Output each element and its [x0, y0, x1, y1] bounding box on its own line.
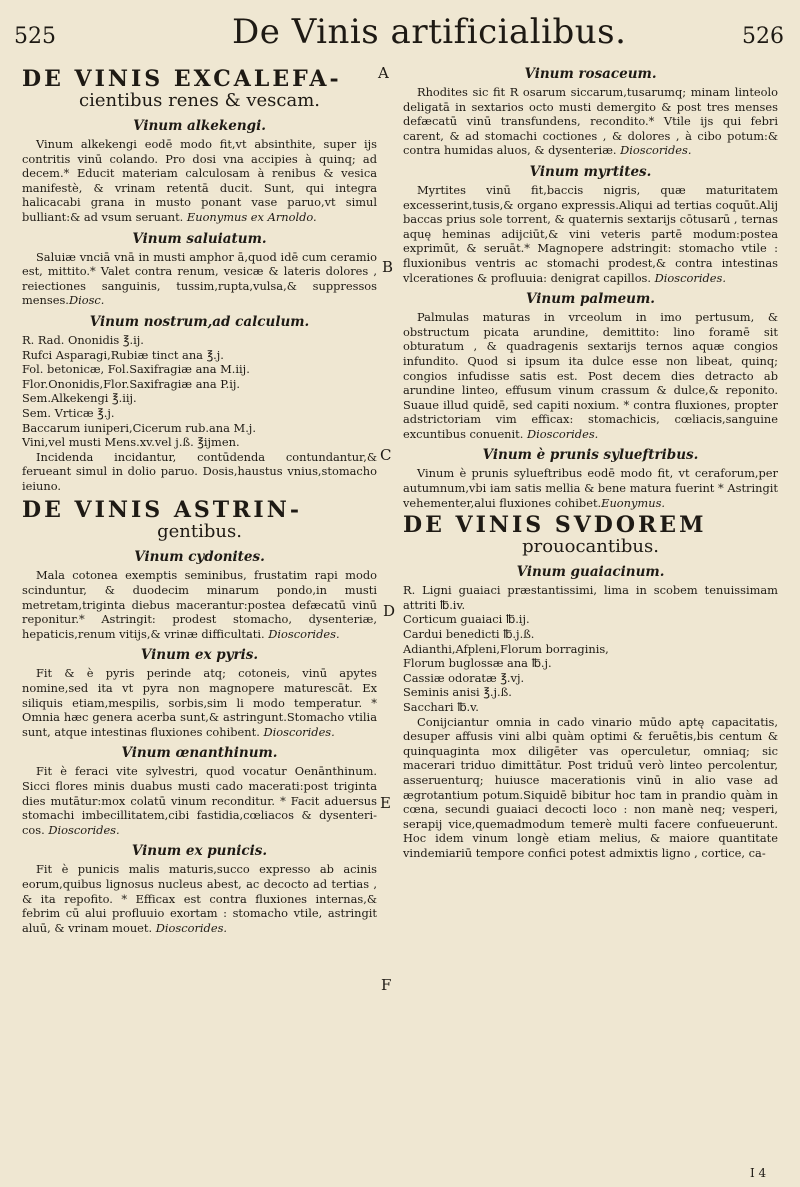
prescription-line: R. Rad. Ononidis ℥.ij.	[22, 332, 144, 347]
prescription-line: Sem.Alkekengi ℥.iij.	[22, 391, 137, 406]
recipe-text-rosaceum: Rhodites sic fit R osarum siccarum,tusarumq; minam linteolo deligatā in sextarios octo musti demergito & post tres menses defæcatū vinū transfundens, recondito.* Vtile ijs qui febri carent, & ad stomachi coctiones , & dolores , à cibo potum:& contra humidas aluos, & dysenteriæ. Dioscorides.	[403, 85, 778, 158]
recipe-title-myrtites: Vinum myrtites.	[529, 163, 652, 180]
recipe-text-saluiatum: Saluiæ vnciā vnā in musti amphor ā,quod idē cum ceramio est, mittito.* Valet contra renum, vesicæ & lateris dolores , reiectiones sanguinis, tussim,rupta,vulsa,& suppressos menses.Diosc.	[22, 249, 377, 308]
recipe-title-palmeum: Vinum palmeum.	[526, 291, 655, 308]
recipe-text-alkekengi: Vinum alkekengi eodē modo fit,vt absinthite, super ijs contritis vinū colando. Pro dosi vna accipies à quinq; ad decem.* Educit materiam calculosam à renibus & vesica manifestè, & vrinam retentā ducit. Sunt, qui integra halicacabi grana in musto ponant vase paruo,vt simul bulliant:& ad vsum seruant. Euonymus ex Arnoldo.	[22, 137, 377, 224]
prescription-line: Fol. betonicæ, Fol.Saxifragiæ ana M.iij.	[22, 362, 250, 377]
recipe-text-punicis: Fit è punicis malis maturis,succo expresso ab acinis eorum,quibus lignosus nucleus abest, ac decocto ad tertias , & ita repofito. * Efficax est contra fluxiones internas,& febrim cū alui profluuio exortam : stomacho vtile, astringit aluū, & vrinam mouet. Dioscorides.	[22, 862, 377, 935]
recipe-title-rosaceum: Vinum rosaceum.	[524, 66, 657, 82]
prescription-list	[403, 583, 778, 714]
page-number-right: 526	[742, 24, 784, 49]
section-title-sudorem: DE VINIS SVDOREM	[403, 512, 707, 539]
prescription-line: Cardui benedicti ℔.j.ß.	[403, 627, 535, 642]
recipe-text-pyris: Fit & è pyris perinde atq; cotoneis, vinū apytes nomine,sed ita vt pyra non magnopere maturescāt. Ex siliquis etiam,mespilis, sorbis,sim li modo temperatur. * Omnia hæc genera acerba sunt,& astringunt.Stomacho vtilia sunt, atque intestinas fluxiones cohibent. Dioscorides.	[22, 666, 377, 739]
recipe-title-cydonites: Vinum cydonites.	[134, 549, 265, 566]
author-ref: Dioscorides.	[155, 920, 228, 935]
section-title-astringentibus: DE VINIS ASTRIN-	[22, 497, 302, 524]
margin-letter-a: A	[378, 64, 389, 82]
section-subtitle-astringentibus: gentibus.	[157, 521, 242, 543]
prescription-list	[22, 333, 377, 450]
recipe-title-punicis: Vinum ex punicis.	[131, 843, 268, 860]
prescription-line: Baccarum iuniperi,Cicerum rub.ana M.j.	[22, 420, 256, 435]
right-column	[403, 66, 778, 863]
prescription-line: Seminis anisi ℥.j.ß.	[403, 685, 512, 700]
margin-letter-d: D	[383, 602, 396, 620]
margin-letter-c: C	[380, 446, 392, 464]
page-number-left: 525	[14, 24, 56, 49]
margin-letter-f: F	[381, 976, 392, 994]
prescription-line: Adianthi,Afpleni,Florum borraginis,	[403, 641, 609, 656]
recipe-text-cydonites: Mala cotonea exemptis seminibus, frustatim rapi modo scinduntur, & duodecim minarum pondo,in musti metretam,triginta diebus macerantur:postea defæcatū vinū reponitur.* Astringit: prodest stomacho, dysenteriæ, hepaticis,renum vitijs,& vrinæ difficultati. Dioscorides.	[22, 568, 377, 641]
left-column	[22, 66, 377, 937]
section-subtitle-sudorem: prouocantibus.	[522, 536, 659, 558]
running-title: De Vinis artificialibus.	[232, 12, 627, 52]
running-head	[0, 12, 800, 56]
recipe-title-alkekengi: Vinum alkekengi.	[133, 118, 266, 134]
author-ref: Dioscorides.	[526, 426, 599, 441]
recipe-title-prunis: Vinum è prunis sylueftribus.	[482, 447, 699, 464]
author-ref: Diosc.	[68, 293, 105, 308]
author-ref: Dioscorides.	[263, 724, 335, 739]
recipe-title-oenanthinum: Vinum œnanthinum.	[121, 745, 278, 762]
prescription-line: Rufci Asparagi,Rubiæ tinct ana ℥.j.	[22, 347, 224, 362]
recipe-text-prunis: Vinum è prunis sylueftribus eodē modo fit, vt ceraforum,per autumnum,vbi iam satis mellia & bene matura fuerint * Astringit vehementer,alui fluxiones cohibet.Euonymus.	[403, 466, 778, 510]
margin-letter-b: B	[382, 258, 394, 276]
author-ref: Dioscorides.	[48, 822, 120, 837]
author-ref: Dioscorides.	[268, 626, 340, 641]
margin-letter-e: E	[380, 794, 391, 812]
recipe-text-palmeum: Palmulas maturas in vrceolum in imo pertusum, & obstructum picata arundine, demittito: lino foramē sit obturatum , & quadragenis sextarijs ternos aquæ congios infundito. Quod si ipsum ita dulce esse non libeat, quinq; congios infudisse satis est. Post decem dies detracto ab arundine linteo, effusum vinum crassum & dulce,& reponito. Suaue illud quidē, sed capiti noxium. * contra fluxiones, propter adstrictoriam vim efficax: stomachicis, cœliacis,sanguine excuntibus conuenit. Dioscorides.	[403, 310, 778, 441]
prescription-line: Corticum guaiaci ℔.ij.	[403, 612, 530, 627]
recipe-title-nostrum: Vinum nostrum,ad calculum.	[89, 313, 310, 330]
author-ref: Euonymus.	[601, 495, 666, 510]
section-subtitle-excalefacientibus: cientibus renes & vescam.	[78, 90, 320, 111]
recipe-title-pyris: Vinum ex pyris.	[140, 647, 259, 664]
prescription-line: Sacchari ℔.v.	[403, 700, 479, 714]
section-title-excalefacientibus: DE VINIS EXCALEFA-	[22, 66, 342, 92]
recipe-text-oenanthinum: Fit è feraci vite sylvestri, quod vocatur Oenānthinum. Sicci flores minis duabus musti cado macerati:post triginta dies mutātur:mox colatū vinum reconditur. * Facit aduersus stomachi imbecillitatem,cibi fastidia,cœliacos & dysenteri-cos. Dioscorides.	[22, 764, 377, 837]
author-ref: Euonymus ex Arnoldo.	[186, 209, 317, 224]
prescription-line: Flor.Ononidis,Flor.Saxifragiæ ana P.ij.	[22, 376, 241, 391]
prescription-line: Vini,vel musti Mens.xv.vel j.ß. ℥ijmen.	[22, 435, 240, 450]
prescription-line: Florum buglossæ ana ℔.j.	[403, 656, 552, 671]
recipe-text-guaiacinum: Conijciantur omnia in cado vinario mūdo aptę capacitatis, desuper affusis vini albi quàm optimi & feruētis,bis centum & quinquaginta mox diligēter vas operculetur, omniaq; sic macerari triduo dimittātur. Post triduū verò linteo percolentur, asseruenturq; huiusce macerationis vinū in alio vase ad ægrotantium potum.Siquidē bibitur hoc tam in prandio quàm in cœna, secundi guaiaci decocti loco : non manè neq; vesperi, serapij vice,quemadmodum temerè multi facere confueuerunt. Hoc idem vinum longè etiam melius, & maiore quantitate vindemiariū tempore confici potest admixtis ligno , cortice, ca-	[403, 714, 778, 860]
recipe-text-nostrum: Incidenda incidantur, contūdenda contundantur,& ferueant simul in dolio paruo. Dosis,haustus vnius,stomacho ieiuno.	[22, 449, 377, 493]
recipe-title-guaiacinum: Vinum guaiacinum.	[516, 564, 665, 581]
prescription-line: R. Ligni guaiaci præstantissimi, lima in scobem tenuissimam attriti ℔.iv.	[403, 583, 778, 612]
catchword: I 4	[750, 1166, 767, 1180]
prescription-line: Cassiæ odoratæ ℥.vj.	[403, 670, 525, 685]
author-ref: Dioscorides.	[654, 270, 726, 285]
recipe-title-saluiatum: Vinum saluiatum.	[132, 230, 267, 247]
author-ref: Dioscorides.	[620, 143, 692, 158]
prescription-line: Sem. Vrticæ ℥.j.	[22, 405, 115, 420]
recipe-text-myrtites: Myrtites vinū fit,baccis nigris, quæ maturitatem excesserint,tusis,& organo expressis.Aliqui ad tertias coquūt.Alij baccas prius sole torrent, & quaternis sextarijs cōtusarū , ternas aquę heminas adijciūt,& vini veteris partē modum:postea exprimūt, & seruāt.* Magnopere adstringit: stomacho vtile : fluxionibus ventris ac stomachi prodest,& contra intestinas vlcerationes & profluuia: denigrat capillos. Dioscorides.	[403, 182, 778, 285]
